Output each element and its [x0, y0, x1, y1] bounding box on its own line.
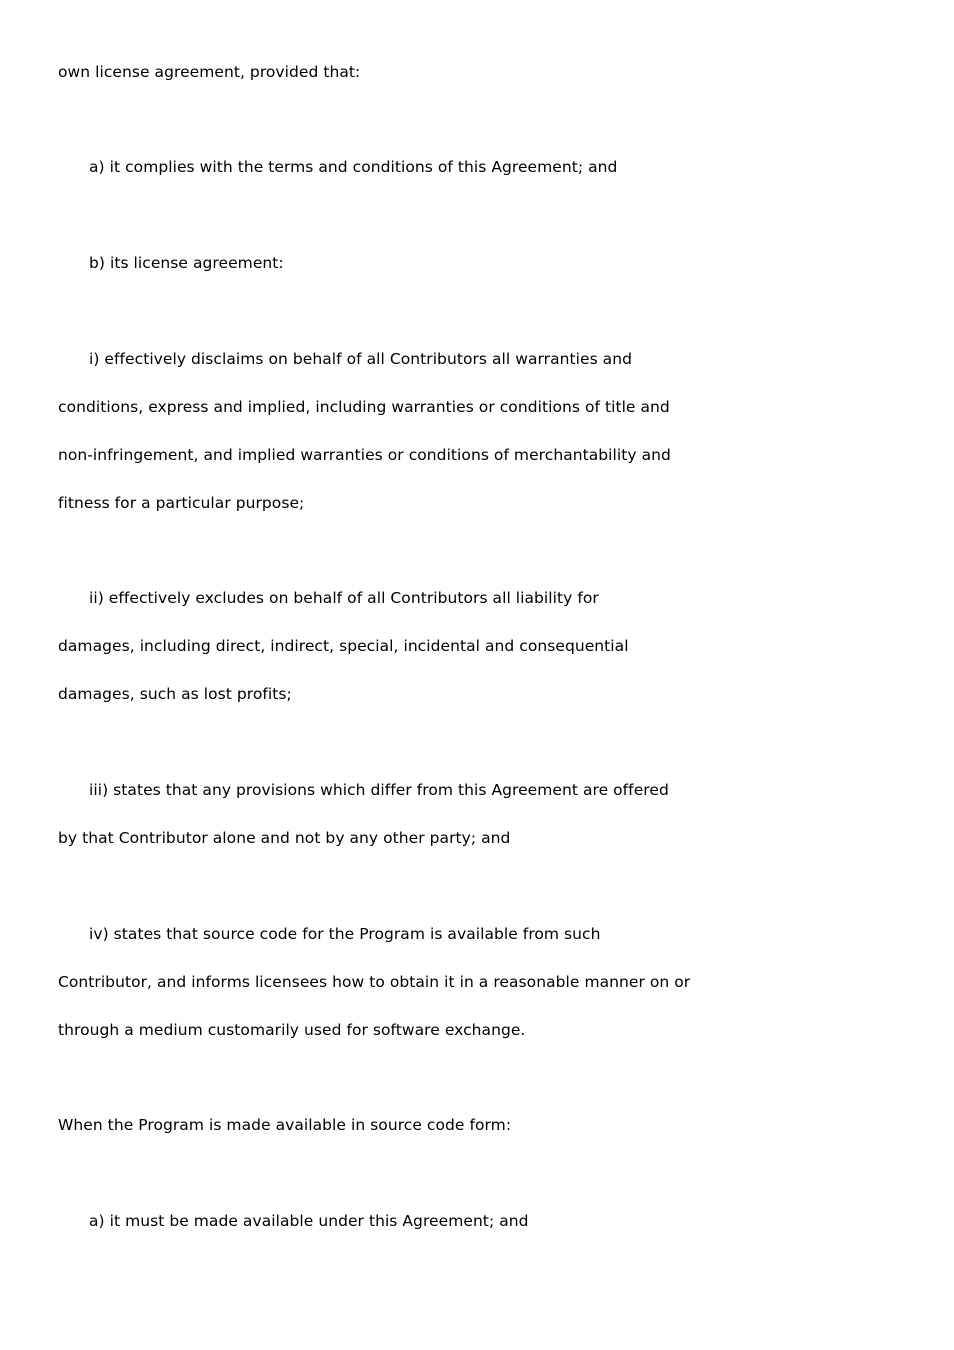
text-line: Contributor, and informs licensees how to obtain it in a reasonable manner on or — [58, 973, 691, 991]
text-line: damages, including direct, indirect, special, incidental and consequential — [58, 637, 629, 655]
text-line: fitness for a particular purpose; — [58, 494, 305, 512]
text-line: non-infringement, and implied warranties or conditions of merchantability and — [58, 446, 671, 464]
text-line: conditions, express and implied, including warranties or conditions of title and — [58, 398, 670, 416]
text-line: damages, such as lost profits; — [58, 685, 292, 703]
text-line: iv) states that source code for the Program is available from such — [89, 925, 601, 943]
text-line: by that Contributor alone and not by any other party; and — [58, 829, 511, 847]
text-line: iii) states that any provisions which differ from this Agreement are offered — [89, 781, 669, 799]
text-line: When the Program is made available in source code form: — [58, 1116, 512, 1134]
text-line: a) it complies with the terms and conditions of this Agreement; and — [89, 158, 618, 176]
text-line: a) it must be made available under this Agreement; and — [89, 1212, 529, 1230]
text-line: own license agreement, provided that: — [58, 63, 361, 81]
text-line: through a medium customarily used for software exchange. — [58, 1021, 526, 1039]
text-line: i) effectively disclaims on behalf of all Contributors all warranties and — [89, 350, 632, 368]
text-line: ii) effectively excludes on behalf of all Contributors all liability for — [89, 589, 599, 607]
text-line: b) its license agreement: — [89, 254, 284, 272]
